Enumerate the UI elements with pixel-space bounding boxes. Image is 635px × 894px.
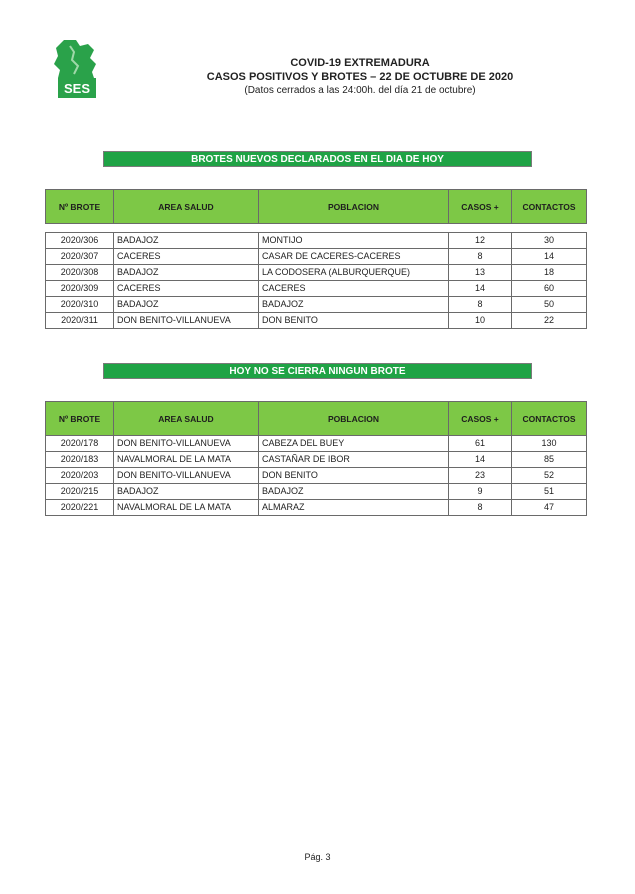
col-header-poblacion: POBLACION <box>259 402 449 436</box>
cell-poblacion: DON BENITO <box>259 313 449 329</box>
cell-casos: 12 <box>449 233 512 249</box>
cell-poblacion: BADAJOZ <box>259 297 449 313</box>
cell-contactos: 18 <box>512 265 587 281</box>
cell-poblacion: CASAR DE CACERES-CACERES <box>259 249 449 265</box>
cell-casos: 8 <box>449 297 512 313</box>
cell-poblacion: CABEZA DEL BUEY <box>259 436 449 452</box>
title-line-1: COVID-19 EXTREMADURA <box>290 57 430 69</box>
cell-area: DON BENITO-VILLANUEVA <box>114 313 259 329</box>
cell-brote: 2020/306 <box>46 233 114 249</box>
title-line-2: CASOS POSITIVOS Y BROTES – 22 DE OCTUBRE DE 2020 <box>206 71 514 83</box>
section1-banner: BROTES NUEVOS DECLARADOS EN EL DIA DE HOY <box>103 151 532 167</box>
table-header-row <box>46 190 587 224</box>
table-row <box>46 249 587 265</box>
cell-poblacion: ALMARAZ <box>259 500 449 516</box>
cell-casos: 14 <box>449 452 512 468</box>
cell-brote: 2020/310 <box>46 297 114 313</box>
cell-area: BADAJOZ <box>114 233 259 249</box>
col-header-contactos: CONTACTOS <box>512 190 587 224</box>
closed-outbreaks-table <box>45 401 587 516</box>
section2-banner: HOY NO SE CIERRA NINGUN BROTE <box>103 363 532 379</box>
cell-contactos: 22 <box>512 313 587 329</box>
cell-contactos: 130 <box>512 436 587 452</box>
document-header <box>160 56 560 97</box>
cell-brote: 2020/183 <box>46 452 114 468</box>
cell-poblacion: LA CODOSERA (ALBURQUERQUE) <box>259 265 449 281</box>
cell-brote: 2020/308 <box>46 265 114 281</box>
cell-brote: 2020/307 <box>46 249 114 265</box>
cell-contactos: 52 <box>512 468 587 484</box>
cell-area: DON BENITO-VILLANUEVA <box>114 468 259 484</box>
cell-area: NAVALMORAL DE LA MATA <box>114 452 259 468</box>
table-header-row <box>46 402 587 436</box>
col-header-brote: Nº BROTE <box>46 190 114 224</box>
col-header-brote: Nº BROTE <box>46 402 114 436</box>
col-header-casos: CASOS + <box>449 402 512 436</box>
table-row <box>46 452 587 468</box>
cell-casos: 13 <box>449 265 512 281</box>
cell-poblacion: CASTAÑAR DE IBOR <box>259 452 449 468</box>
col-header-area: AREA SALUD <box>114 402 259 436</box>
table-row <box>46 313 587 329</box>
table-row <box>46 500 587 516</box>
cell-casos: 61 <box>449 436 512 452</box>
table-row <box>46 233 587 249</box>
cell-brote: 2020/221 <box>46 500 114 516</box>
table-row <box>46 484 587 500</box>
col-header-contactos: CONTACTOS <box>512 402 587 436</box>
cell-casos: 9 <box>449 484 512 500</box>
ses-logo <box>50 38 106 102</box>
table-row <box>46 281 587 297</box>
cell-contactos: 51 <box>512 484 587 500</box>
cell-brote: 2020/309 <box>46 281 114 297</box>
cell-area: BADAJOZ <box>114 484 259 500</box>
table-row <box>46 436 587 452</box>
cell-area: BADAJOZ <box>114 297 259 313</box>
cell-area: DON BENITO-VILLANUEVA <box>114 436 259 452</box>
cell-poblacion: CACERES <box>259 281 449 297</box>
cell-casos: 8 <box>449 249 512 265</box>
table-row <box>46 468 587 484</box>
cell-contactos: 50 <box>512 297 587 313</box>
col-header-poblacion: POBLACION <box>259 190 449 224</box>
cell-brote: 2020/311 <box>46 313 114 329</box>
cell-contactos: 60 <box>512 281 587 297</box>
cell-casos: 8 <box>449 500 512 516</box>
cell-contactos: 30 <box>512 233 587 249</box>
cell-area: CACERES <box>114 281 259 297</box>
cell-area: BADAJOZ <box>114 265 259 281</box>
cell-contactos: 47 <box>512 500 587 516</box>
cell-poblacion: MONTIJO <box>259 233 449 249</box>
cell-casos: 23 <box>449 468 512 484</box>
cell-contactos: 85 <box>512 452 587 468</box>
table-row <box>46 265 587 281</box>
new-outbreaks-table <box>45 189 587 329</box>
col-header-casos: CASOS + <box>449 190 512 224</box>
cell-area: CACERES <box>114 249 259 265</box>
cell-casos: 10 <box>449 313 512 329</box>
cell-area: NAVALMORAL DE LA MATA <box>114 500 259 516</box>
table-row <box>46 297 587 313</box>
cell-poblacion: BADAJOZ <box>259 484 449 500</box>
logo-text: SES <box>63 81 91 96</box>
subtitle: (Datos cerrados a las 24:00h. del día 21 de octubre) <box>244 85 476 96</box>
cell-contactos: 14 <box>512 249 587 265</box>
cell-casos: 14 <box>449 281 512 297</box>
col-header-area: AREA SALUD <box>114 190 259 224</box>
page-number: Pág. 3 <box>304 852 331 862</box>
cell-brote: 2020/203 <box>46 468 114 484</box>
cell-brote: 2020/215 <box>46 484 114 500</box>
cell-poblacion: DON BENITO <box>259 468 449 484</box>
cell-brote: 2020/178 <box>46 436 114 452</box>
